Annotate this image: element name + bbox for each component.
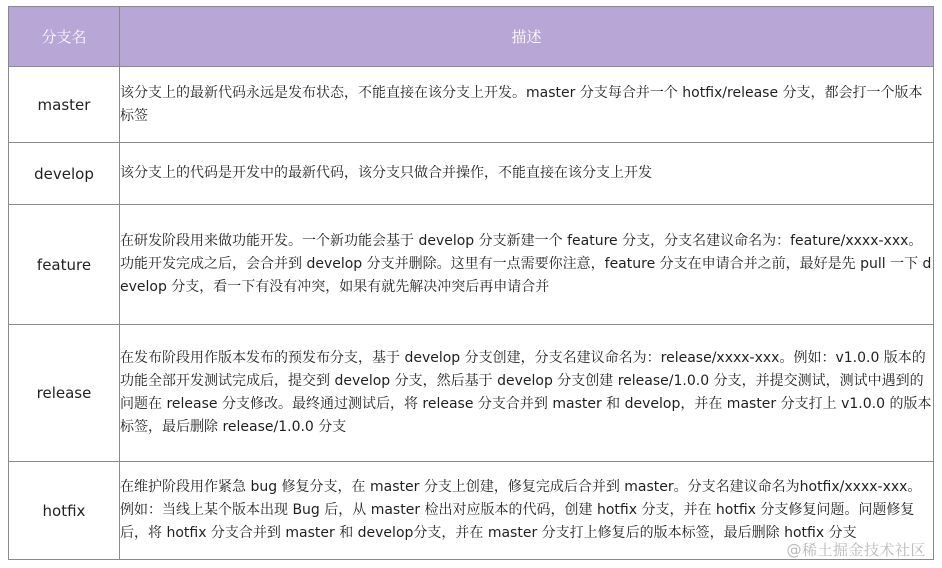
table-row-feature: [9, 205, 934, 325]
header-branch-name: 分支名: [9, 7, 120, 67]
branch-description-cell: 在研发阶段用来做功能开发。一个新功能会基于 develop 分支新建一个 feature 分支，分支名建议命名为：feature/xxxx-xxx。功能开发完成之后，会合并到 develop 分支并删除。这里有一点需要你注意，feature 分支在申请合并之前，最好是先 pull 一下 develop 分支，看一下有没有冲突，如果有就先解决冲突后再申请合并: [120, 205, 934, 325]
table-body: [9, 67, 934, 560]
branch-name-cell: develop: [9, 143, 120, 205]
branch-name-cell: release: [9, 325, 120, 462]
branch-name-cell: feature: [9, 205, 120, 325]
branch-name-cell: hotfix: [9, 462, 120, 560]
branch-description-cell: 在发布阶段用作版本发布的预发布分支，基于 develop 分支创建，分支名建议命名为：release/xxxx-xxx。例如：v1.0.0 版本的功能全部开发测试完成后，提交到 develop 分支，然后基于 develop 分支创建 release/1.0.0 分支，并提交测试，测试中遇到的问题在 release 分支修改。最终通过测试后，将 release 分支合并到 master 和 develop，并在 master 分支打上 v1.0.0 的版本标签，最后删除 release/1.0.0 分支: [120, 325, 934, 462]
branch-description-cell: 该分支上的最新代码永远是发布状态，不能直接在该分支上开发。master 分支每合并一个 hotfix/release 分支，都会打一个版本标签: [120, 67, 934, 143]
branch-table: [8, 6, 934, 560]
table-row-master: [9, 67, 934, 143]
branch-description-cell: 在维护阶段用作紧急 bug 修复分支，在 master 分支上创建，修复完成后合并到 master。分支名建议命名为hotfix/xxxx-xxx。例如：当线上某个版本出现 Bug 后，从 master 检出对应版本的代码，创建 hotfix 分支，并在 hotfix 分支修复问题。问题修复后，将 hotfix 分支合并到 master 和 develop分支，并在 master 分支打上修复后的版本标签，最后删除 hotfix 分支: [120, 462, 934, 560]
table-header: [9, 7, 934, 67]
watermark-label: @稀土掘金技术社区: [786, 541, 926, 559]
branch-description-cell: 该分支上的代码是开发中的最新代码，该分支只做合并操作，不能直接在该分支上开发: [120, 143, 934, 205]
branch-name-cell: master: [9, 67, 120, 143]
table-row-develop: [9, 143, 934, 205]
table-row-release: [9, 325, 934, 462]
header-row: [9, 7, 934, 67]
header-description: 描述: [120, 7, 934, 67]
